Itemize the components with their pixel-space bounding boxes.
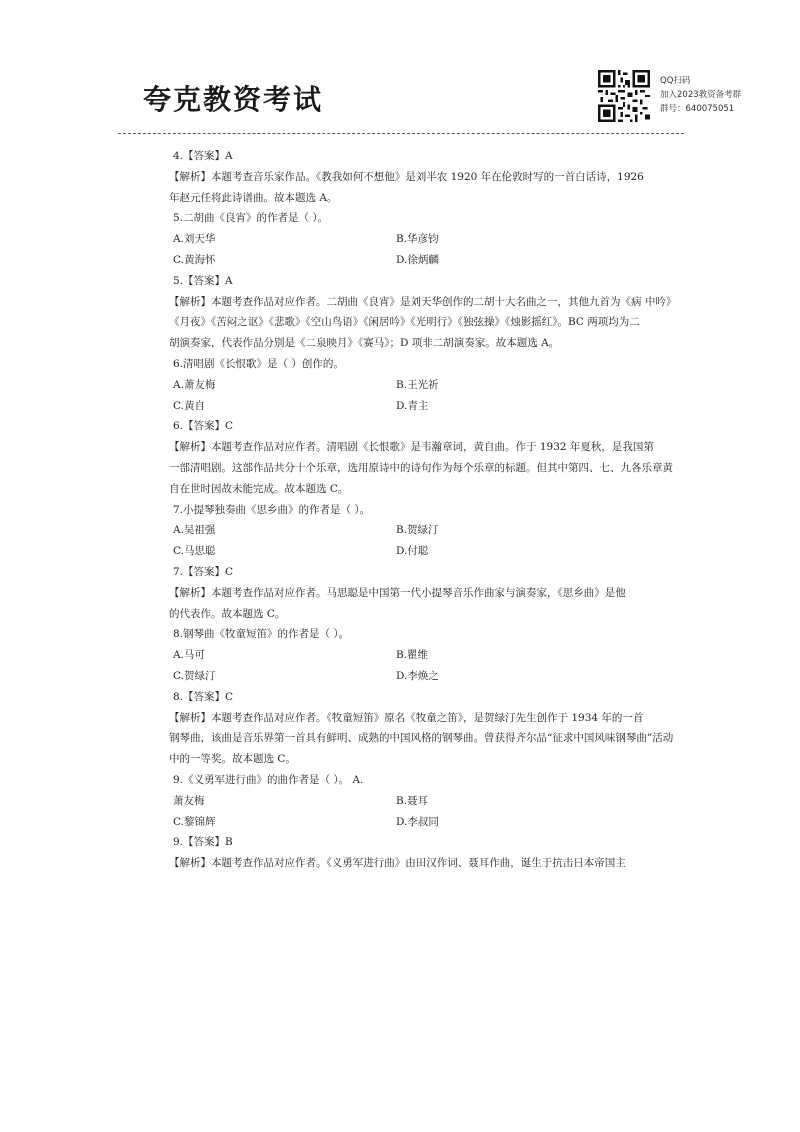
question-line: 9.【答案】B bbox=[173, 836, 233, 849]
question-line: 5.二胡曲《良宵》的作者是（ ）。 bbox=[173, 212, 329, 225]
option-left: A.刘天华 bbox=[173, 233, 216, 246]
analysis-line: 【解析】本题考查音乐家作品。《教我如何不想他》是刘半农 1920 年在伦敦时写的一首白话诗，1926 bbox=[169, 170, 644, 183]
continuation-line: 中的一等奖。故本题选 C。 bbox=[169, 753, 296, 766]
option-row bbox=[173, 375, 673, 396]
qr-group-invite: 加入2023教资备考群 bbox=[660, 90, 742, 100]
option-row bbox=[173, 812, 673, 833]
question-line: 4.【答案】A bbox=[173, 150, 233, 162]
option-right: D.徐炳麟 bbox=[396, 253, 439, 266]
option-left: A.吴祖强 bbox=[173, 524, 216, 537]
option-left: C.黄自 bbox=[173, 399, 205, 412]
option-row bbox=[173, 666, 673, 687]
option-left: A.萧友梅 bbox=[173, 378, 216, 391]
qr-caption: QQ扫码 bbox=[660, 76, 691, 86]
option-right: B.贺绿汀 bbox=[396, 524, 439, 537]
qr-group-number: 群号：640075051 bbox=[660, 104, 735, 114]
option-left: C.贺绿汀 bbox=[173, 669, 216, 682]
brand-logo-text: 夸克教资考试 bbox=[143, 83, 324, 116]
continuation-line: 年赵元任将此诗谱曲。故本题选 A。 bbox=[169, 191, 338, 204]
continuation-line: 钢琴曲，该曲是音乐界第一首具有鲜明、成熟的中国风格的钢琴曲。曾获得齐尔品“征求中国风味钢琴曲”活动 bbox=[169, 732, 674, 745]
option-row bbox=[173, 229, 673, 250]
question-line: 8.【答案】C bbox=[173, 690, 234, 703]
question-line: 7.小提琴独奏曲《思乡曲》的作者是（ ）。 bbox=[173, 503, 371, 516]
option-right: D.青主 bbox=[396, 399, 429, 412]
analysis-line: 【解析】本题考查作品对应作者。《义勇军进行曲》由田汉作词、聂耳作曲，诞生于抗击日本帝国主 bbox=[169, 857, 626, 870]
option-right: D.李叔同 bbox=[396, 815, 439, 828]
option-row bbox=[173, 520, 673, 541]
question-line: 7.【答案】C bbox=[173, 565, 234, 578]
analysis-line: 【解析】本题考查作品对应作者。清唱剧《长恨歌》是韦瀚章词，黄自曲。作于 1932 年夏秋，是我国第 bbox=[169, 441, 654, 454]
option-left: C.马思聪 bbox=[173, 545, 216, 558]
option-left: C.黎锦辉 bbox=[173, 815, 216, 828]
option-right: B.王光祈 bbox=[396, 378, 439, 391]
option-left: A.马可 bbox=[173, 649, 205, 662]
option-row bbox=[173, 250, 673, 271]
qr-code-icon bbox=[598, 70, 650, 122]
option-right: B.瞿维 bbox=[396, 649, 429, 662]
question-line: 6.【答案】C bbox=[173, 420, 234, 433]
option-row bbox=[173, 396, 673, 417]
question-line: 8.钢琴曲《牧童短笛》的作者是（ ）。 bbox=[173, 628, 350, 641]
analysis-line: 【解析】本题考查作品对应作者。二胡曲《良宵》是刘天华创作的二胡十大名曲之一，其他九首为《病 中吟》 bbox=[169, 295, 677, 308]
option-row bbox=[173, 645, 673, 666]
continuation-line: 《月夜》《苦闷之讴》《悲歌》《空山鸟语》《闲居吟》《光明行》《独弦操》《烛影摇红》。BC 两项均为二 bbox=[169, 316, 640, 329]
continuation-line: 自在世时因故未能完成。故本题选 C。 bbox=[169, 482, 349, 495]
option-left: C.黄海怀 bbox=[173, 253, 216, 266]
option-left: 萧友梅 bbox=[173, 794, 205, 807]
continuation-line: 的代表作。故本题选 C。 bbox=[169, 607, 286, 620]
continuation-line: 胡演奏家，代表作品分别是《二泉映月》《赛马》；D 项非二胡演奏家。故本题选 A。 bbox=[169, 337, 560, 350]
document-body bbox=[169, 146, 677, 874]
option-right: B.聂耳 bbox=[396, 794, 429, 807]
question-line: 5.【答案】A bbox=[173, 274, 233, 287]
question-line: 9.《义勇军进行曲》的曲作者是（ ）。 A. bbox=[173, 773, 364, 786]
option-row bbox=[173, 791, 673, 812]
analysis-line: 【解析】本题考查作品对应作者。《牧童短笛》原名《牧童之笛》，是贺绿汀先生创作于 1934 年的一首 bbox=[169, 711, 644, 724]
question-line: 6.清唱剧《长恨歌》是（ ）创作的。 bbox=[173, 357, 344, 370]
option-right: D.付聪 bbox=[396, 545, 429, 558]
analysis-line: 【解析】本题考查作品对应作者。马思聪是中国第一代小提琴音乐作曲家与演奏家，《思乡曲》是他 bbox=[169, 586, 626, 599]
continuation-line: 一部清唱剧。这部作品共分十个乐章，选用原诗中的诗句作为每个乐章的标题。但其中第四、七、九各乐章黄 bbox=[169, 461, 673, 474]
header-divider bbox=[118, 133, 684, 134]
option-row bbox=[173, 541, 673, 562]
option-right: D.李焕之 bbox=[396, 669, 439, 682]
option-right: B.华彦钧 bbox=[396, 233, 439, 246]
qr-info bbox=[660, 74, 741, 116]
